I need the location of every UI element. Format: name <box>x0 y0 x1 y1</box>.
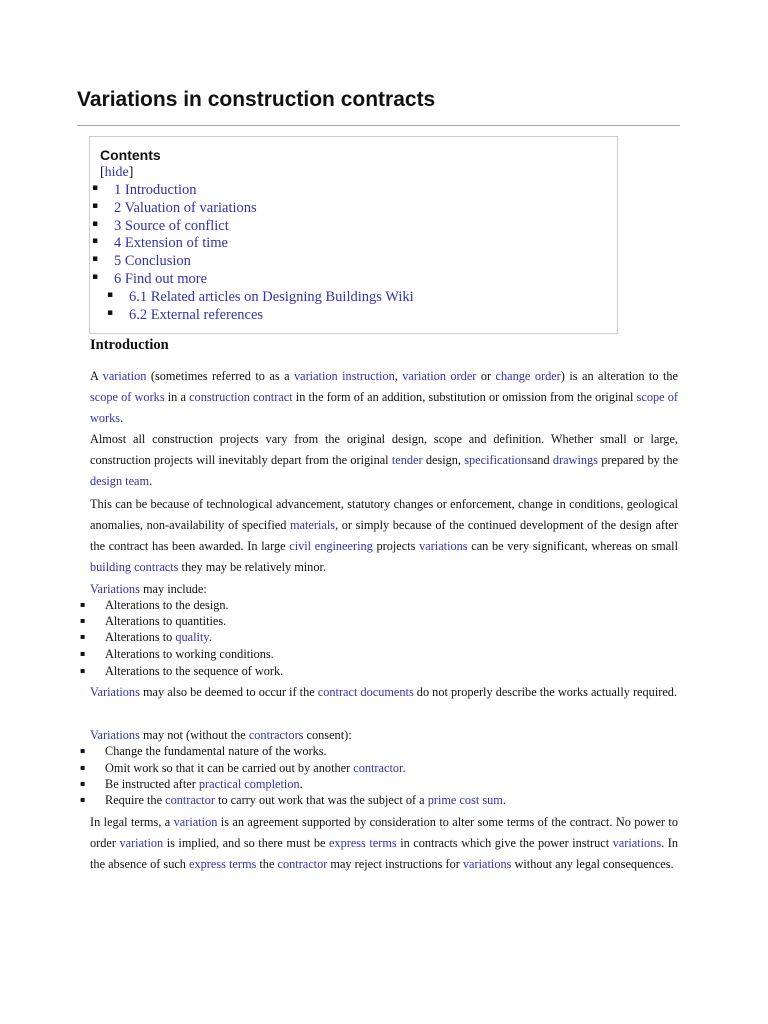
link-construction-contract[interactable]: construction contract <box>189 390 293 404</box>
text: is implied, and so there must be <box>163 836 329 850</box>
text: or <box>476 369 496 383</box>
list-bullet-icon: ▪ <box>80 632 86 641</box>
text: in a <box>164 390 190 404</box>
toc-item-extension-of-time[interactable]: 4 Extension of time <box>114 235 228 251</box>
text: may not (without the <box>139 728 249 742</box>
text: consent): <box>303 728 352 742</box>
paragraph <box>90 429 678 492</box>
link-contractor[interactable]: contractor <box>353 761 403 775</box>
list-bullet-icon: ▪ <box>80 763 86 772</box>
list-bullet-icon: ▪ <box>80 616 86 625</box>
toc-bullet-icon: ▪ <box>107 308 114 318</box>
toc-item-valuation[interactable]: 2 Valuation of variations <box>114 200 257 216</box>
link-variation[interactable]: variation <box>173 815 218 829</box>
text: the <box>256 857 278 871</box>
link-change-order[interactable]: change order <box>495 369 561 383</box>
list-item: Alterations to quantities. <box>105 614 227 628</box>
link-variation-order[interactable]: variation order <box>402 369 477 383</box>
link-prime-cost-sum[interactable]: prime cost sum <box>427 793 503 807</box>
toc-subitem-external-references[interactable]: 6.2 External references <box>129 307 264 323</box>
list-bullet-icon: ▪ <box>80 795 86 804</box>
text: , <box>394 369 403 383</box>
text: . <box>208 630 212 644</box>
link-variations[interactable]: variations <box>419 539 468 553</box>
list-bullet-icon: ▪ <box>80 600 86 609</box>
list-item <box>105 761 406 776</box>
text: Omit work so that it can be carried out by another <box>105 761 354 775</box>
text: This can be because of technological advancement, statutory changes or enforcement, change in conditions, geological anomalies, non-availability of specified <box>90 497 678 532</box>
list-item <box>105 793 506 808</box>
list-bullet-icon: ▪ <box>80 746 86 755</box>
link-variation-instruction[interactable]: variation instruction <box>293 369 395 383</box>
link-express-terms[interactable]: express terms <box>328 836 397 850</box>
link-variations[interactable]: Variations <box>90 685 140 699</box>
text: Be instructed after <box>105 777 199 791</box>
toc-item-source-of-conflict[interactable]: 3 Source of conflict <box>114 218 229 234</box>
text: they may be relatively minor. <box>178 560 326 574</box>
link-express-terms[interactable]: express terms <box>189 857 257 871</box>
title-divider <box>77 125 680 126</box>
paragraph <box>90 494 678 578</box>
list-bullet-icon: ▪ <box>80 666 86 675</box>
text: . <box>149 474 153 488</box>
link-scope-of-works[interactable]: scope of works <box>90 390 678 425</box>
list-bullet-icon: ▪ <box>80 779 86 788</box>
toc-item-conclusion[interactable]: 5 Conclusion <box>114 253 191 269</box>
link-contractor[interactable]: contractor <box>277 857 328 871</box>
toc-hide-link[interactable]: hide <box>104 165 129 180</box>
text: design, <box>422 453 465 467</box>
text: Almost all construction projects vary from the original design, scope and definition. Whether small or large, construction projects will inevitably depart from the original <box>90 432 678 467</box>
toc-bullet-icon: ▪ <box>92 201 99 211</box>
text: In legal terms, a <box>90 815 174 829</box>
text: prepared by the <box>597 453 679 467</box>
link-materials[interactable]: materials <box>289 518 336 532</box>
text: without any legal consequences. <box>511 857 674 871</box>
toc-item-find-out-more[interactable]: 6 Find out more <box>114 271 208 287</box>
toc-bullet-icon: ▪ <box>92 272 99 282</box>
link-design-team[interactable]: design team <box>90 474 150 488</box>
toc-hide-toggle <box>100 165 133 181</box>
text: may also be deemed to occur if the <box>139 685 318 699</box>
link-contractors[interactable]: contractors <box>248 728 304 742</box>
text: (sometimes referred to as a <box>146 369 294 383</box>
link-drawings[interactable]: drawings <box>552 453 598 467</box>
link-variations[interactable]: variations <box>462 857 512 871</box>
section-heading-introduction: Introduction <box>90 337 169 353</box>
link-contract-documents[interactable]: contract documents <box>317 685 414 699</box>
page-title: Variations in construction contracts <box>77 88 436 111</box>
toc-bullet-icon: ▪ <box>92 219 99 229</box>
text: Alterations to <box>105 630 176 644</box>
link-practical-completion[interactable]: practical completion <box>198 777 300 791</box>
list-item: Change the fundamental nature of the works. <box>105 744 327 758</box>
link-contractor[interactable]: contractor <box>165 793 215 807</box>
text: . <box>502 793 506 807</box>
paragraph <box>90 366 678 429</box>
list-bullet-icon: ▪ <box>80 649 86 658</box>
link-variation[interactable]: variation <box>102 369 147 383</box>
link-specifications[interactable]: specifications <box>464 453 532 467</box>
text: can be very significant, whereas on small <box>467 539 678 553</box>
link-variation[interactable]: variation <box>119 836 164 850</box>
link-scope-of-works[interactable]: scope of works <box>90 390 165 404</box>
link-civil-engineering[interactable]: civil engineering <box>289 539 373 553</box>
list-item: Alterations to the sequence of work. <box>105 664 284 678</box>
text: . In the absence of such <box>90 836 678 871</box>
text: to carry out work that was the subject of a <box>214 793 428 807</box>
toc-bullet-icon: ▪ <box>92 254 99 264</box>
text: . <box>299 777 303 791</box>
toc-hide-bracket-close: ] <box>128 165 134 180</box>
list-item <box>105 777 303 792</box>
toc-item-introduction[interactable]: 1 Introduction <box>114 182 197 198</box>
toc-bullet-icon: ▪ <box>107 290 114 300</box>
link-variations[interactable]: Variations <box>90 582 140 596</box>
text: , or simply because of the continued development of the design after the contract has been awarded. In large <box>90 518 678 553</box>
text: Require the <box>105 793 166 807</box>
text: A <box>90 369 103 383</box>
toc-bullet-icon: ▪ <box>92 183 99 193</box>
list-intro <box>90 582 207 597</box>
text: may reject instructions for <box>327 857 463 871</box>
text: may include: <box>139 582 207 596</box>
text: in the form of an addition, substitution or omission from the original <box>292 390 637 404</box>
link-tender[interactable]: tender <box>391 453 423 467</box>
link-quality[interactable]: quality <box>175 630 209 644</box>
text: ) is an alteration to the <box>560 369 678 383</box>
text: is an agreement supported by consideration to alter some terms of the contract. No power to order <box>90 815 678 850</box>
text: and <box>531 453 553 467</box>
link-variations[interactable]: Variations <box>90 728 140 742</box>
table-of-contents <box>89 136 618 334</box>
link-building-contracts[interactable]: building contracts <box>90 560 179 574</box>
text: . <box>120 411 124 425</box>
list-intro <box>90 728 352 743</box>
text: in contracts which give the power instruct <box>396 836 613 850</box>
paragraph <box>90 682 678 703</box>
toc-heading: Contents <box>100 147 161 163</box>
toc-hide-bracket-open: [ <box>100 165 105 180</box>
text: . <box>402 761 406 775</box>
paragraph <box>90 812 678 875</box>
toc-subitem-related-articles[interactable]: 6.1 Related articles on Designing Buildings Wiki <box>129 289 414 305</box>
text: projects <box>372 539 420 553</box>
text: do not properly describe the works actually required. <box>413 685 678 699</box>
list-item: Alterations to working conditions. <box>105 647 274 661</box>
link-variations[interactable]: variations <box>612 836 662 850</box>
list-item: Alterations to the design. <box>105 598 229 612</box>
list-item <box>105 630 212 645</box>
toc-bullet-icon: ▪ <box>92 236 99 246</box>
